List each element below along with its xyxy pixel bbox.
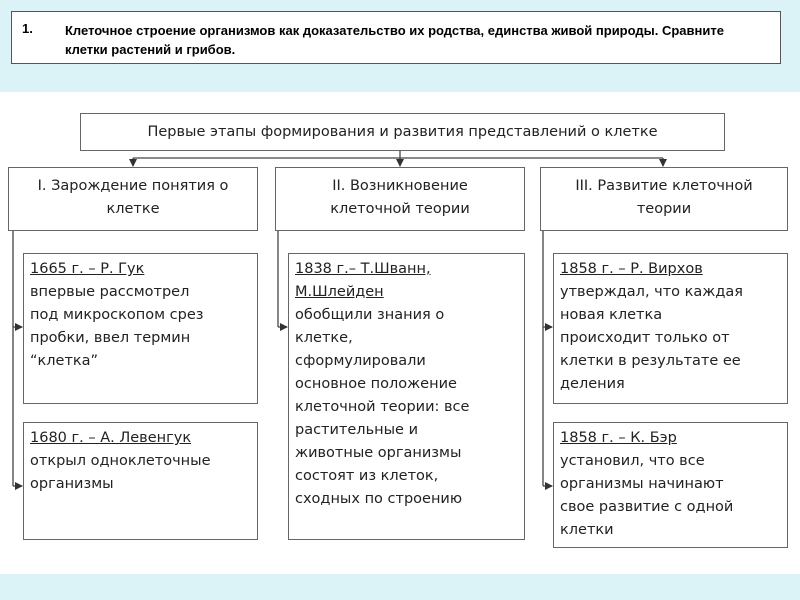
column-heading-2-line2: клеточной теории <box>330 201 470 217</box>
event-line: животные организмы <box>295 445 462 461</box>
column-heading-1-line1: I. Зарождение понятия о <box>37 178 229 194</box>
event-line: клетки в результате ее <box>560 353 741 369</box>
event-line: впервые рассмотрел <box>30 284 190 300</box>
event-box-hooke <box>23 253 258 404</box>
column-heading-3-line1: III. Развитие клеточной <box>575 178 753 194</box>
event-line: обобщили знания о <box>295 307 445 323</box>
event-line: клеточной теории: все <box>295 399 470 415</box>
event-box-schwann-schleiden <box>288 253 525 540</box>
event-line: новая клетка <box>560 307 663 323</box>
event-line: клетки <box>560 522 614 538</box>
event-box-leeuwenhoek <box>23 422 258 540</box>
event-line: растительные и <box>295 422 418 438</box>
column-heading-1-line2: клетке <box>106 201 160 217</box>
event-head: 1665 г. – Р. Гук <box>30 261 145 277</box>
column-heading-2 <box>275 167 525 231</box>
question-number: 1. <box>22 21 33 36</box>
event-line: основное положение <box>295 376 457 392</box>
event-line: открыл одноклеточные <box>30 453 211 469</box>
event-head: 1680 г. – А. Левенгук <box>30 430 192 446</box>
event-line: организмы начинают <box>560 476 724 492</box>
event-line: клетке, <box>295 330 353 346</box>
event-box-virchow <box>553 253 788 404</box>
question-text: Клеточное строение организмов как доказательство их родства, единства живой природы. Сравните клетки растений и грибов. <box>65 23 724 57</box>
event-line: “клетка” <box>30 353 99 369</box>
event-line: утверждал, что каждая <box>560 284 743 300</box>
event-box-baer <box>553 422 788 548</box>
event-line: состоят из клеток, <box>295 468 439 484</box>
event-line: организмы <box>30 476 114 492</box>
event-head-line2: М.Шлейден <box>295 284 384 300</box>
event-line: происходит только от <box>560 330 730 346</box>
column-heading-3 <box>540 167 788 231</box>
event-line: под микроскопом срез <box>30 307 204 323</box>
event-line: пробки, ввел термин <box>30 330 191 346</box>
event-line: сформулировали <box>295 353 426 369</box>
event-line: свое развитие с одной <box>560 499 734 515</box>
event-line: установил, что все <box>560 453 705 469</box>
event-head-line1: 1838 г.– Т.Шванн, <box>295 261 431 277</box>
column-heading-1 <box>8 167 258 231</box>
event-line: деления <box>560 376 625 392</box>
event-head: 1858 г. – К. Бэр <box>560 430 677 446</box>
column-heading-3-line2: теории <box>636 201 692 217</box>
event-line: сходных по строению <box>295 491 463 507</box>
event-head: 1858 г. – Р. Вирхов <box>560 261 703 277</box>
diagram-header: Первые этапы формирования и развития представлений о клетке <box>80 113 725 151</box>
column-heading-2-line1: II. Возникновение <box>332 178 468 194</box>
